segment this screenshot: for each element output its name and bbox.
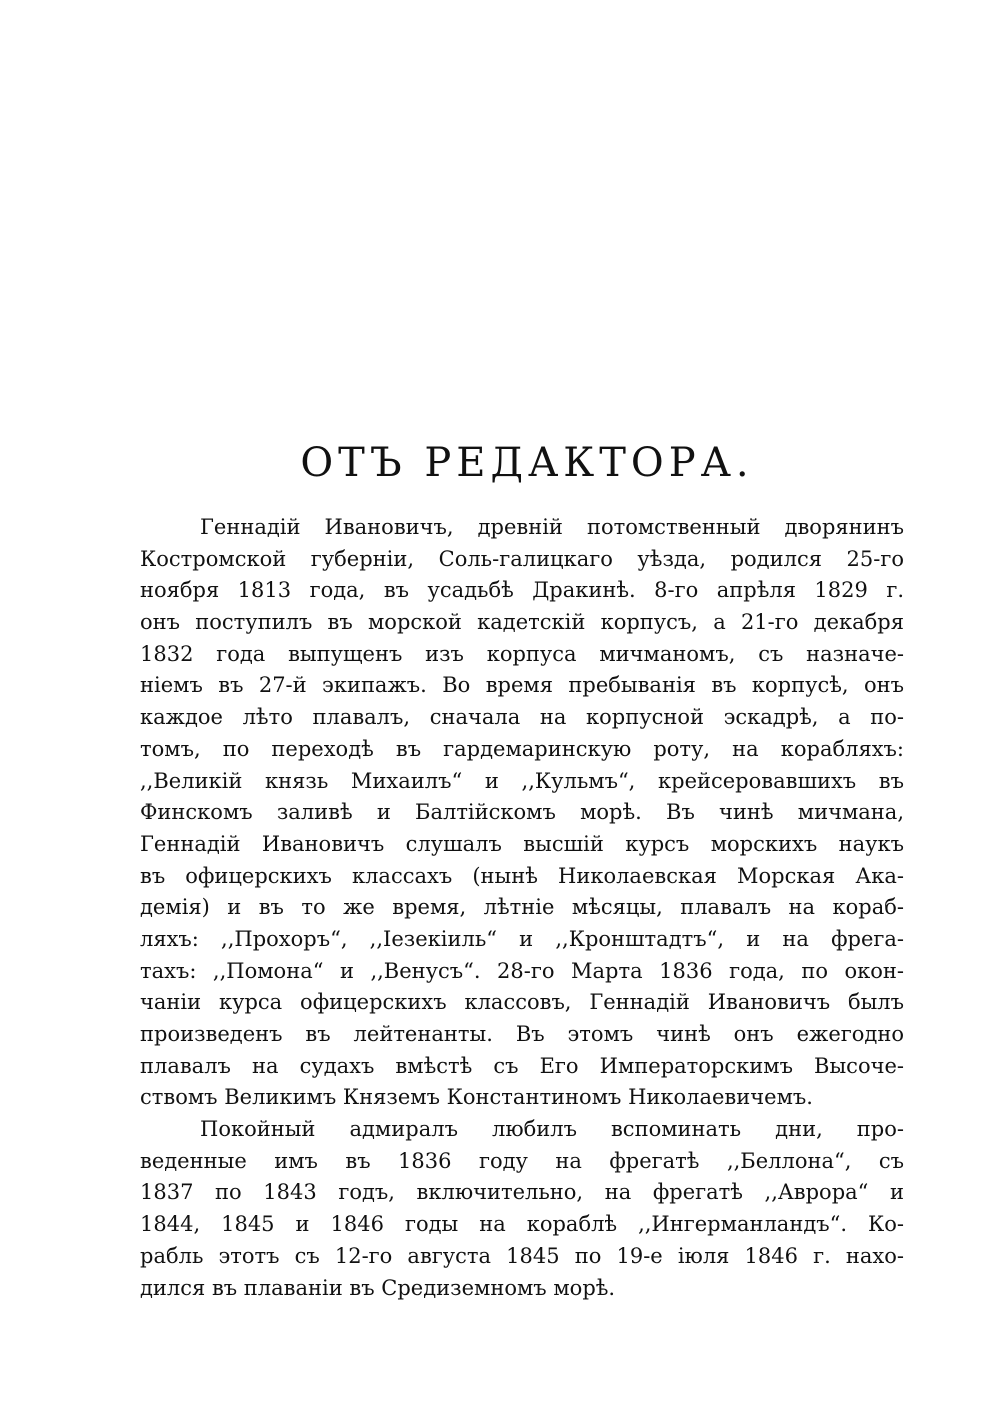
text-line: 1837 по 1843 годъ, включительно, на фрегатѣ ,,Аврора“ и bbox=[140, 1180, 904, 1205]
text-line: Геннадій Ивановичъ, древній потомственный дворянинъ bbox=[200, 515, 904, 539]
text-line: тахъ: ,,Помона“ и ,,Венусъ“. 28-го Марта 1836 года, по окон- bbox=[140, 958, 904, 983]
text-line: плавалъ на судахъ вмѣстѣ съ Его Императорскимъ Высоче- bbox=[140, 1053, 904, 1078]
text-line: 1844, 1845 и 1846 годы на кораблѣ ,,Ингерманландъ“. Ко- bbox=[140, 1212, 904, 1237]
page-title: ОТЪ РЕДАКТОРА. bbox=[300, 440, 754, 486]
body-text bbox=[140, 512, 904, 1304]
text-line: ніемъ въ 27-й экипажъ. Во время пребыванія въ корпусѣ, онъ bbox=[140, 673, 904, 698]
text-line: демія) и въ то же время, лѣтніе мѣсяцы, плавалъ на кораб- bbox=[140, 895, 904, 920]
text-line: Геннадій Ивановичъ слушалъ высшій курсъ морскихъ наукъ bbox=[140, 831, 904, 856]
text-line: произведенъ въ лейтенанты. Въ этомъ чинѣ онъ ежегодно bbox=[140, 1022, 904, 1046]
text-line: чаніи курса офицерскихъ классовъ, Геннадій Ивановичъ былъ bbox=[140, 990, 904, 1015]
text-line: томъ, по переходѣ въ гардемаринскую роту, на корабляхъ: bbox=[140, 736, 904, 761]
text-line: въ офицерскихъ классахъ (нынѣ Николаевская Морская Ака- bbox=[140, 863, 904, 888]
text-line: ,,Великій князь Михаилъ“ и ,,Кульмъ“, крейсеровавшихъ въ bbox=[140, 768, 904, 793]
text-line: Финскомъ заливѣ и Балтійскомъ морѣ. Въ чинѣ мичмана, bbox=[140, 800, 904, 825]
text-line: веденные имъ въ 1836 году на фрегатѣ ,,Беллона“, съ bbox=[140, 1148, 904, 1173]
text-line: дился въ плаваніи въ Средиземномъ морѣ. bbox=[140, 1275, 616, 1300]
text-line: Костромской губерніи, Соль-галицкаго уѣзда, родился 25-го bbox=[140, 546, 904, 571]
text-line: Покойный адмиралъ любилъ вспоминать дни, про- bbox=[200, 1117, 904, 1142]
text-line: ноября 1813 года, въ усадьбѣ Дракинѣ. 8-го апрѣля 1829 г. bbox=[140, 578, 904, 603]
text-line: рабль этотъ съ 12-го августа 1845 по 19-е іюля 1846 г. нахо- bbox=[140, 1243, 904, 1268]
text-line: 1832 года выпущенъ изъ корпуса мичманомъ, съ назначе- bbox=[140, 641, 904, 666]
text-line: каждое лѣто плавалъ, сначала на корпусной эскадрѣ, а по- bbox=[140, 705, 904, 730]
text-line: ляхъ: ,,Прохоръ“, ,,Іезекіиль“ и ,,Кронштадтъ“, и на фрега- bbox=[140, 926, 904, 951]
text-line: онъ поступилъ въ морской кадетскій корпусъ, а 21-го декабря bbox=[140, 610, 904, 635]
text-line: ствомъ Великимъ Княземъ Константиномъ Николаевичемъ. bbox=[140, 1085, 813, 1110]
